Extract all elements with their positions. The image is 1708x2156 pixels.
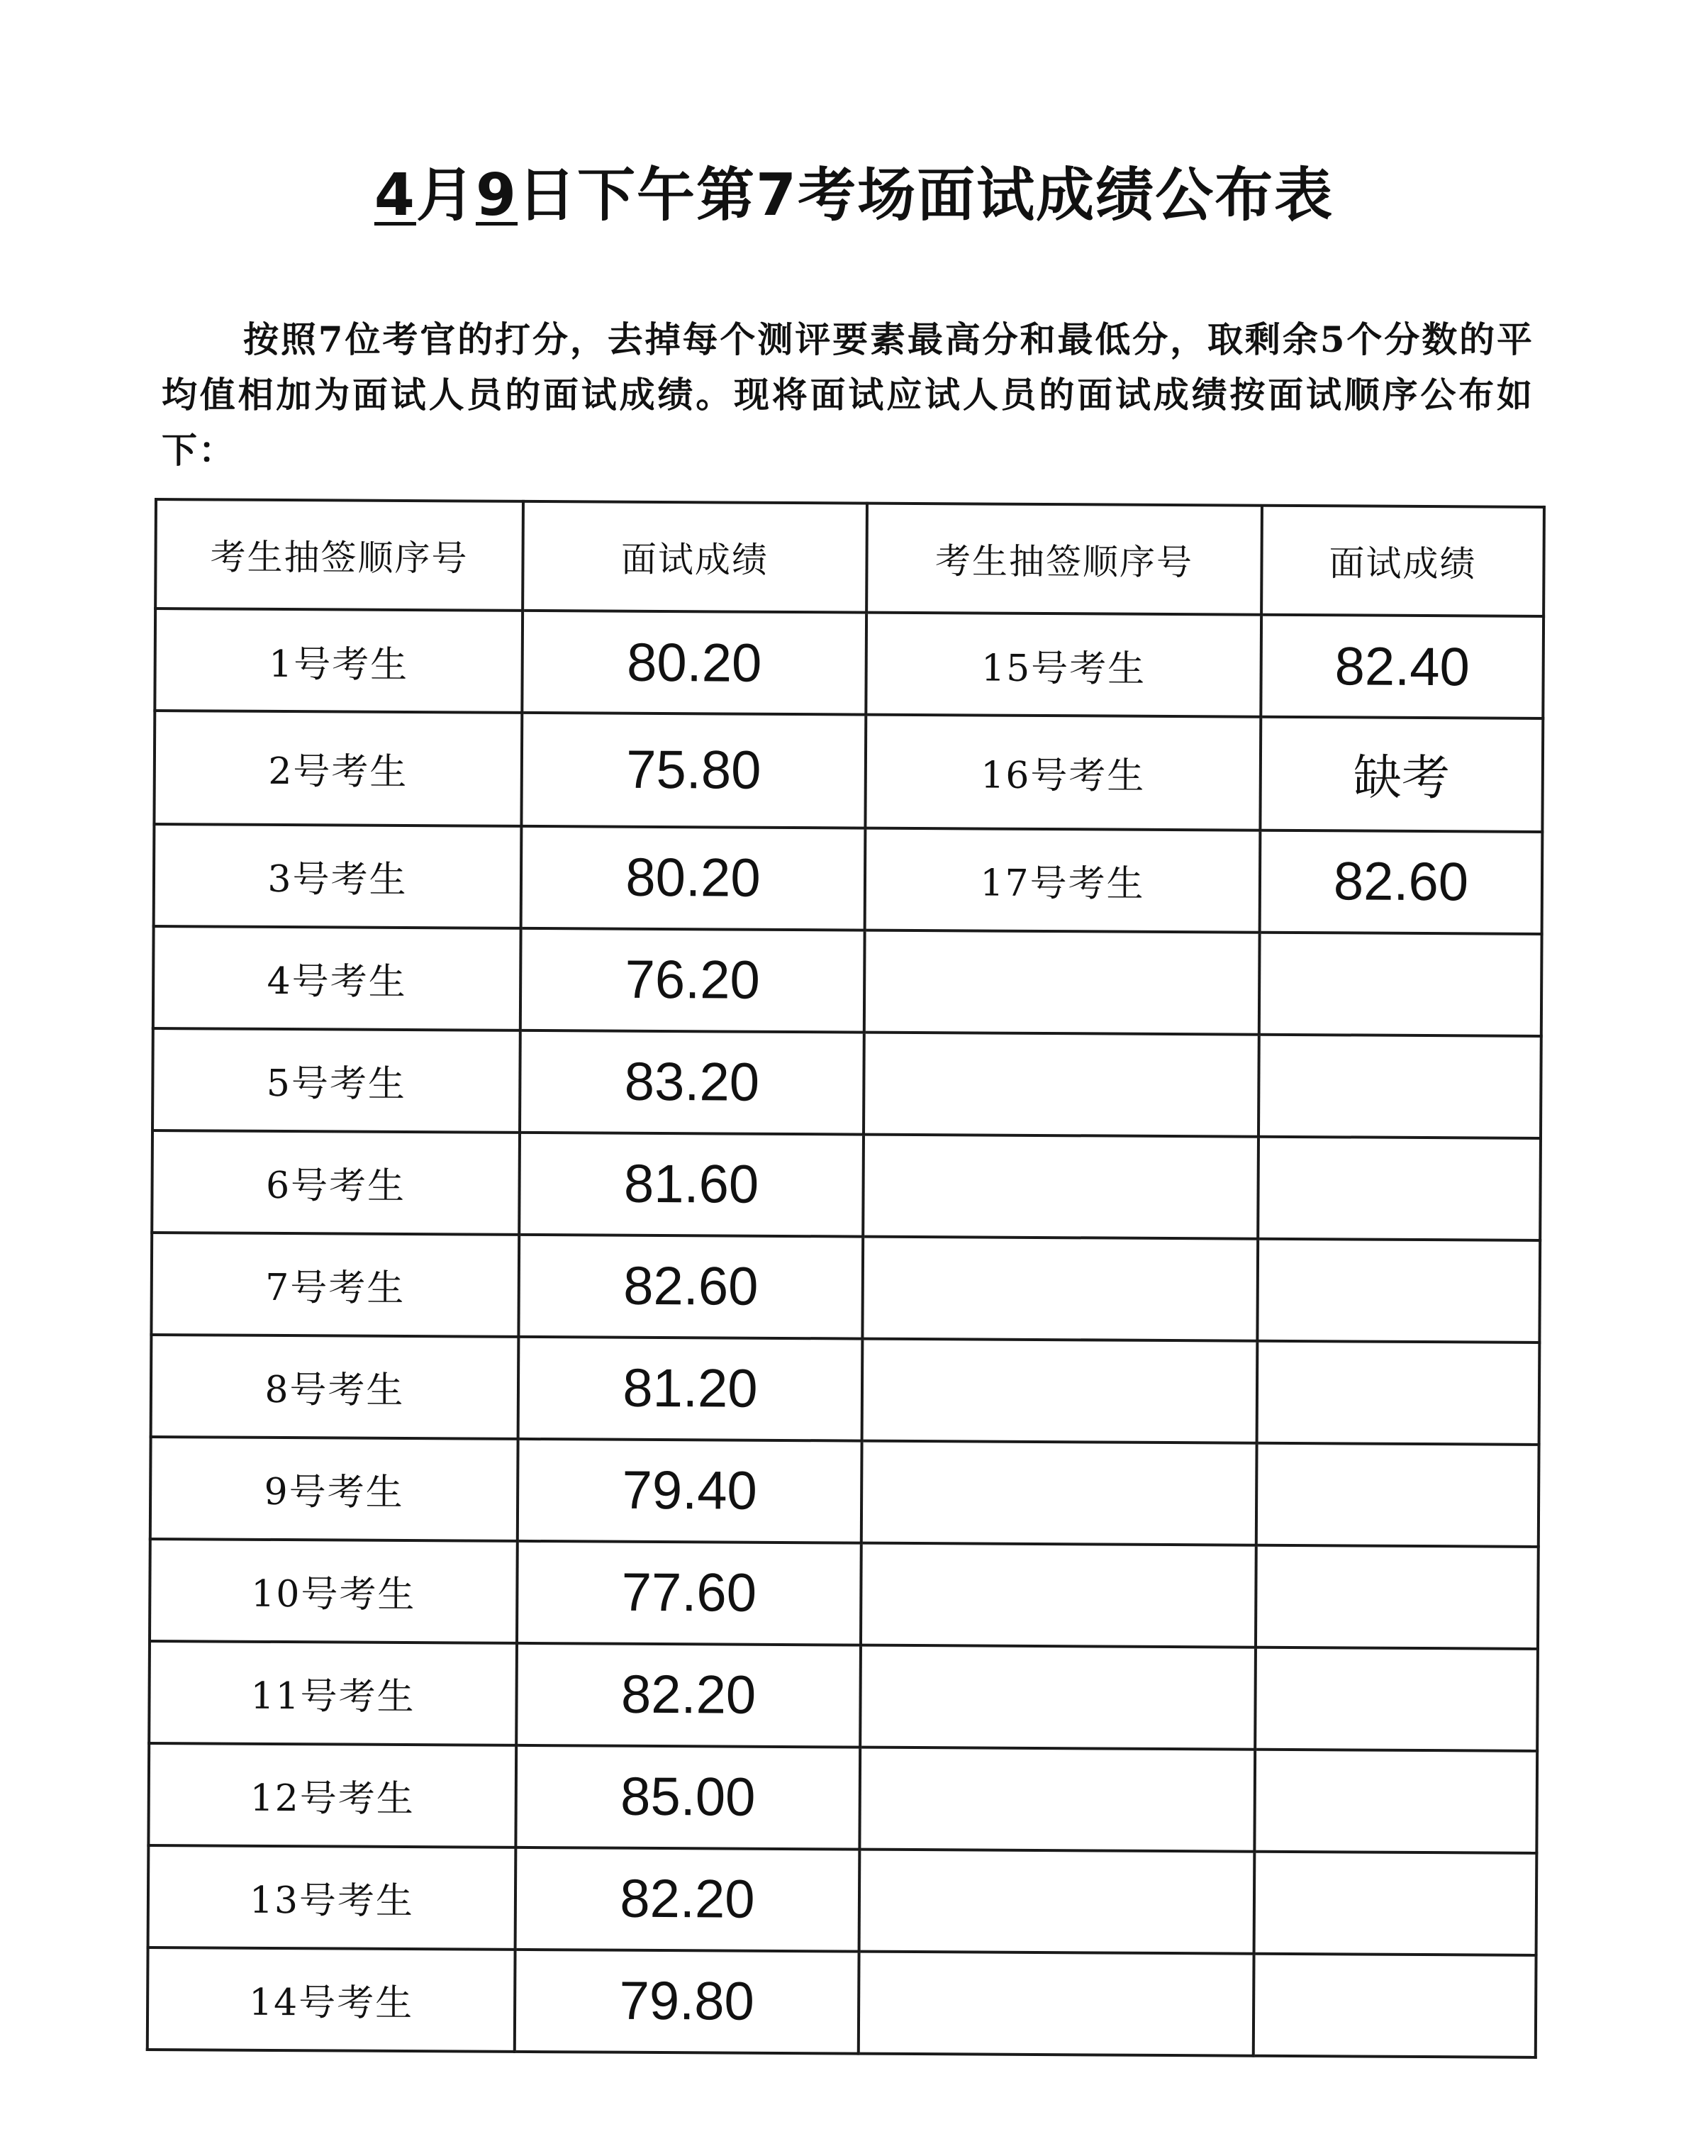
table-row <box>149 1641 1538 1751</box>
score-cell <box>1256 1545 1539 1649</box>
candidate-cell: 12号考生 <box>148 1743 516 1847</box>
score-cell: 83.20 <box>520 1030 864 1135</box>
score-cell: 75.80 <box>521 713 866 828</box>
table-row <box>152 1130 1541 1240</box>
score-cell <box>1254 1954 1536 2057</box>
candidate-cell: 11号考生 <box>149 1641 517 1745</box>
score-cell: 85.00 <box>515 1745 860 1850</box>
score-cell <box>1257 1341 1540 1445</box>
table-row <box>147 1947 1536 2057</box>
score-cell: 81.20 <box>518 1337 863 1441</box>
table-row <box>155 609 1544 718</box>
table-row <box>150 1437 1539 1547</box>
candidate-cell: 8号考生 <box>151 1335 519 1439</box>
candidate-cell: 15号考生 <box>866 613 1261 717</box>
score-cell: 80.20 <box>522 611 866 715</box>
score-cell: 77.60 <box>517 1541 861 1645</box>
candidate-cell: 10号考生 <box>150 1539 518 1643</box>
score-cell: 缺考 <box>1260 717 1543 832</box>
score-cell: 82.60 <box>1260 830 1543 934</box>
candidate-cell <box>859 1747 1255 1851</box>
score-cell <box>1259 933 1542 1036</box>
table-row <box>148 1743 1537 1853</box>
table-header-row <box>155 499 1544 616</box>
candidate-cell <box>859 1849 1255 1953</box>
score-cell <box>1256 1443 1539 1547</box>
candidate-cell <box>862 1236 1258 1340</box>
table-row <box>154 824 1543 934</box>
candidate-cell: 17号考生 <box>865 828 1261 932</box>
score-cell: 82.60 <box>518 1235 863 1339</box>
score-cell <box>1255 1647 1538 1751</box>
candidate-cell <box>863 1134 1258 1238</box>
intro-paragraph: 按照7位考官的打分，去掉每个测评要素最高分和最低分，取剩余5个分数的平均值相加为面试人员的面试成绩。现将面试应试人员的面试成绩按面试顺序公布如下： <box>162 318 1534 471</box>
score-cell: 82.40 <box>1261 615 1544 718</box>
score-cell: 76.20 <box>520 928 865 1033</box>
table-row <box>153 926 1542 1036</box>
table-body <box>147 609 1544 2057</box>
score-cell <box>1254 1750 1537 1853</box>
header-candidate-left: 考生抽签顺序号 <box>155 499 523 611</box>
candidate-cell: 16号考生 <box>865 715 1261 830</box>
candidate-cell <box>862 1338 1258 1443</box>
candidate-cell: 4号考生 <box>153 926 521 1030</box>
score-table <box>146 498 1546 2059</box>
score-cell <box>1258 1137 1541 1240</box>
candidate-cell: 2号考生 <box>154 711 522 826</box>
table-row <box>148 1845 1537 1955</box>
candidate-cell: 5号考生 <box>152 1028 520 1133</box>
score-cell: 82.20 <box>515 1847 860 1952</box>
candidate-cell <box>860 1645 1256 1749</box>
score-cell: 81.60 <box>519 1133 864 1237</box>
header-score-right: 面试成绩 <box>1261 506 1544 616</box>
score-cell: 80.20 <box>521 826 866 930</box>
title-month-unit: 月 <box>415 162 476 229</box>
score-cell <box>1254 1852 1537 1955</box>
candidate-cell: 1号考生 <box>155 609 523 713</box>
candidate-cell <box>864 930 1260 1034</box>
score-cell: 79.40 <box>518 1439 862 1543</box>
header-candidate-right: 考生抽签顺序号 <box>866 504 1262 615</box>
title-rest: 日下午第7考场面试成绩公布表 <box>518 162 1334 229</box>
page-title <box>0 149 1708 232</box>
score-cell: 82.20 <box>516 1643 861 1747</box>
score-cell <box>1258 1035 1541 1138</box>
table-row <box>151 1233 1540 1343</box>
title-month: 4 <box>374 162 416 229</box>
table-row <box>150 1539 1539 1649</box>
candidate-cell <box>861 1543 1256 1647</box>
candidate-cell: 13号考生 <box>148 1845 516 1950</box>
score-cell: 79.80 <box>515 1950 859 2054</box>
candidate-cell <box>861 1440 1257 1545</box>
candidate-cell: 7号考生 <box>151 1233 519 1337</box>
candidate-cell: 9号考生 <box>150 1437 518 1541</box>
candidate-cell: 6号考生 <box>152 1130 520 1235</box>
candidate-cell: 3号考生 <box>154 824 522 928</box>
candidate-cell: 14号考生 <box>147 1947 515 2052</box>
table-row <box>154 711 1543 832</box>
table-row <box>152 1028 1541 1138</box>
score-cell <box>1257 1239 1540 1343</box>
candidate-cell <box>859 1951 1254 2055</box>
header-score-left: 面试成绩 <box>523 501 867 613</box>
title-day: 9 <box>475 162 518 229</box>
candidate-cell <box>864 1032 1259 1136</box>
table-row <box>151 1335 1540 1445</box>
